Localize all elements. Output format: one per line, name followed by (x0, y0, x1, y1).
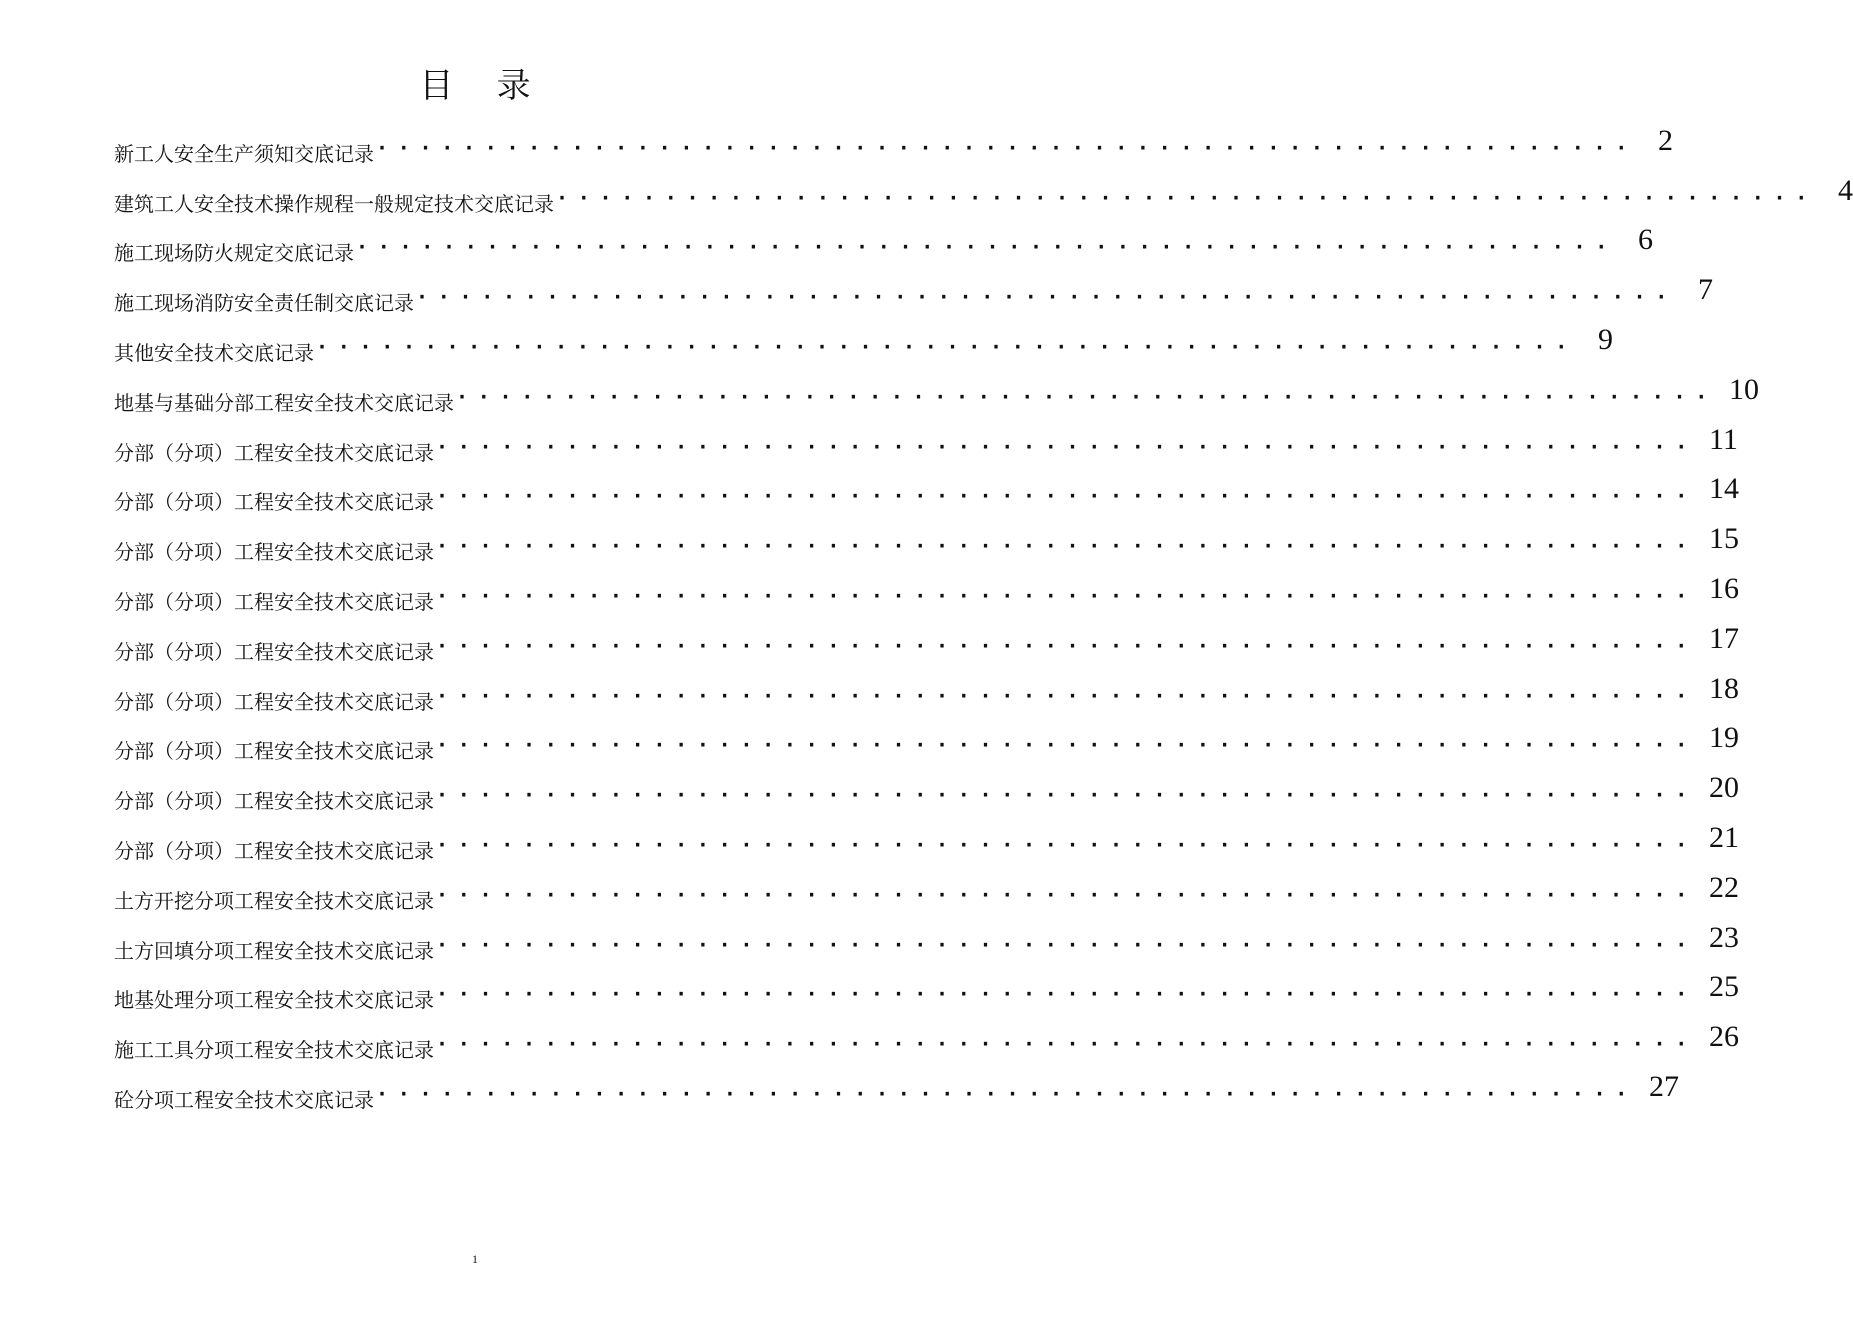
toc-entry-page: 4 (1837, 173, 1853, 207)
dot-leader: ·························································· (436, 882, 1697, 907)
toc-entry-page: 11 (1708, 422, 1738, 456)
toc-entry[interactable] (114, 867, 1739, 917)
dot-leader: ·························································· (436, 932, 1697, 957)
dot-leader: ·························································· (436, 534, 1697, 559)
dot-leader: ·························································· (316, 334, 1577, 359)
dot-leader: ·························································· (356, 235, 1617, 260)
dot-leader: ·························································· (456, 384, 1717, 409)
toc-entry[interactable] (114, 120, 1673, 170)
toc-entry[interactable] (114, 319, 1613, 369)
toc-entry-page: 20 (1708, 771, 1739, 805)
toc-entry-page: 18 (1708, 671, 1739, 705)
dot-leader: ·························································· (436, 484, 1697, 509)
toc-entry-page: 6 (1637, 223, 1653, 257)
toc-entry-label: 分部（分项）工程安全技术交底记录 (114, 739, 434, 764)
dot-leader: ·························································· (436, 733, 1697, 758)
toc-entry[interactable] (114, 518, 1739, 568)
dot-leader: ·························································· (436, 434, 1697, 459)
toc-entry-label: 地基与基础分部工程安全技术交底记录 (114, 390, 454, 415)
dot-leader: ·························································· (376, 135, 1637, 160)
toc-entry-label: 分部（分项）工程安全技术交底记录 (114, 689, 434, 714)
toc-entry-label: 建筑工人安全技术操作规程一般规定技术交底记录 (114, 191, 554, 216)
table-of-contents (114, 120, 1853, 1116)
toc-entry[interactable] (114, 767, 1739, 817)
toc-entry-page: 9 (1597, 322, 1613, 356)
dot-leader: ·························································· (436, 633, 1697, 658)
toc-entry[interactable] (114, 668, 1739, 718)
toc-entry-page: 25 (1708, 970, 1739, 1004)
toc-entry[interactable] (114, 718, 1739, 768)
toc-entry[interactable] (114, 220, 1653, 270)
toc-entry-page: 16 (1708, 571, 1739, 605)
toc-entry-page: 17 (1708, 621, 1739, 655)
toc-entry-label: 分部（分项）工程安全技术交底记录 (114, 540, 434, 565)
toc-entry-label: 分部（分项）工程安全技术交底记录 (114, 639, 434, 664)
toc-entry-page: 22 (1708, 870, 1739, 904)
toc-entry-label: 分部（分项）工程安全技术交底记录 (114, 490, 434, 515)
toc-entry-page: 27 (1648, 1069, 1679, 1103)
toc-entry-label: 分部（分项）工程安全技术交底记录 (114, 789, 434, 814)
footer-page-number: 1 (472, 1252, 478, 1266)
toc-entry-page: 19 (1708, 721, 1739, 755)
toc-entry-page: 23 (1708, 920, 1739, 954)
toc-entry[interactable] (114, 469, 1739, 519)
toc-entry-label: 新工人安全生产须知交底记录 (114, 141, 374, 166)
toc-entry-page: 26 (1708, 1020, 1739, 1054)
toc-entry-page: 15 (1708, 522, 1739, 556)
dot-leader: ·························································· (436, 832, 1697, 857)
dot-leader: ·························································· (436, 982, 1697, 1007)
page-title: 目 录 (419, 66, 531, 106)
toc-entry-label: 砼分项工程安全技术交底记录 (114, 1087, 374, 1112)
toc-entry-label: 分部（分项）工程安全技术交底记录 (114, 440, 434, 465)
toc-entry[interactable] (114, 369, 1759, 419)
toc-entry-label: 其他安全技术交底记录 (114, 340, 314, 365)
toc-entry-label: 施工现场消防安全责任制交底记录 (114, 291, 414, 316)
toc-entry-label: 施工现场防火规定交底记录 (114, 241, 354, 266)
toc-entry-label: 地基处理分项工程安全技术交底记录 (114, 988, 434, 1013)
toc-entry-page: 10 (1728, 372, 1759, 406)
toc-entry-label: 分部（分项）工程安全技术交底记录 (114, 589, 434, 614)
toc-entry[interactable] (114, 1066, 1679, 1116)
toc-entry[interactable] (114, 1016, 1739, 1066)
toc-entry-label: 土方回填分项工程安全技术交底记录 (114, 938, 434, 963)
dot-leader: ·························································· (436, 1032, 1697, 1057)
toc-entry[interactable] (114, 967, 1739, 1017)
toc-entry[interactable] (114, 568, 1739, 618)
toc-entry-page: 2 (1657, 123, 1673, 157)
toc-entry[interactable] (114, 917, 1739, 967)
toc-entry[interactable] (114, 817, 1739, 867)
toc-entry-label: 施工工具分项工程安全技术交底记录 (114, 1038, 434, 1063)
toc-entry[interactable] (114, 419, 1738, 469)
toc-entry-page: 14 (1708, 472, 1739, 506)
dot-leader: ·························································· (556, 185, 1817, 210)
toc-entry[interactable] (114, 269, 1713, 319)
toc-entry-page: 21 (1708, 820, 1739, 854)
toc-entry-label: 分部（分项）工程安全技术交底记录 (114, 838, 434, 863)
dot-leader: ·························································· (376, 1081, 1637, 1106)
toc-entry-page: 7 (1697, 273, 1713, 307)
dot-leader: ·························································· (436, 583, 1697, 608)
toc-entry[interactable] (114, 618, 1739, 668)
dot-leader: ·························································· (416, 285, 1677, 310)
dot-leader: ·························································· (436, 683, 1697, 708)
toc-entry[interactable] (114, 170, 1853, 220)
toc-entry-label: 土方开挖分项工程安全技术交底记录 (114, 888, 434, 913)
dot-leader: ·························································· (436, 783, 1697, 808)
